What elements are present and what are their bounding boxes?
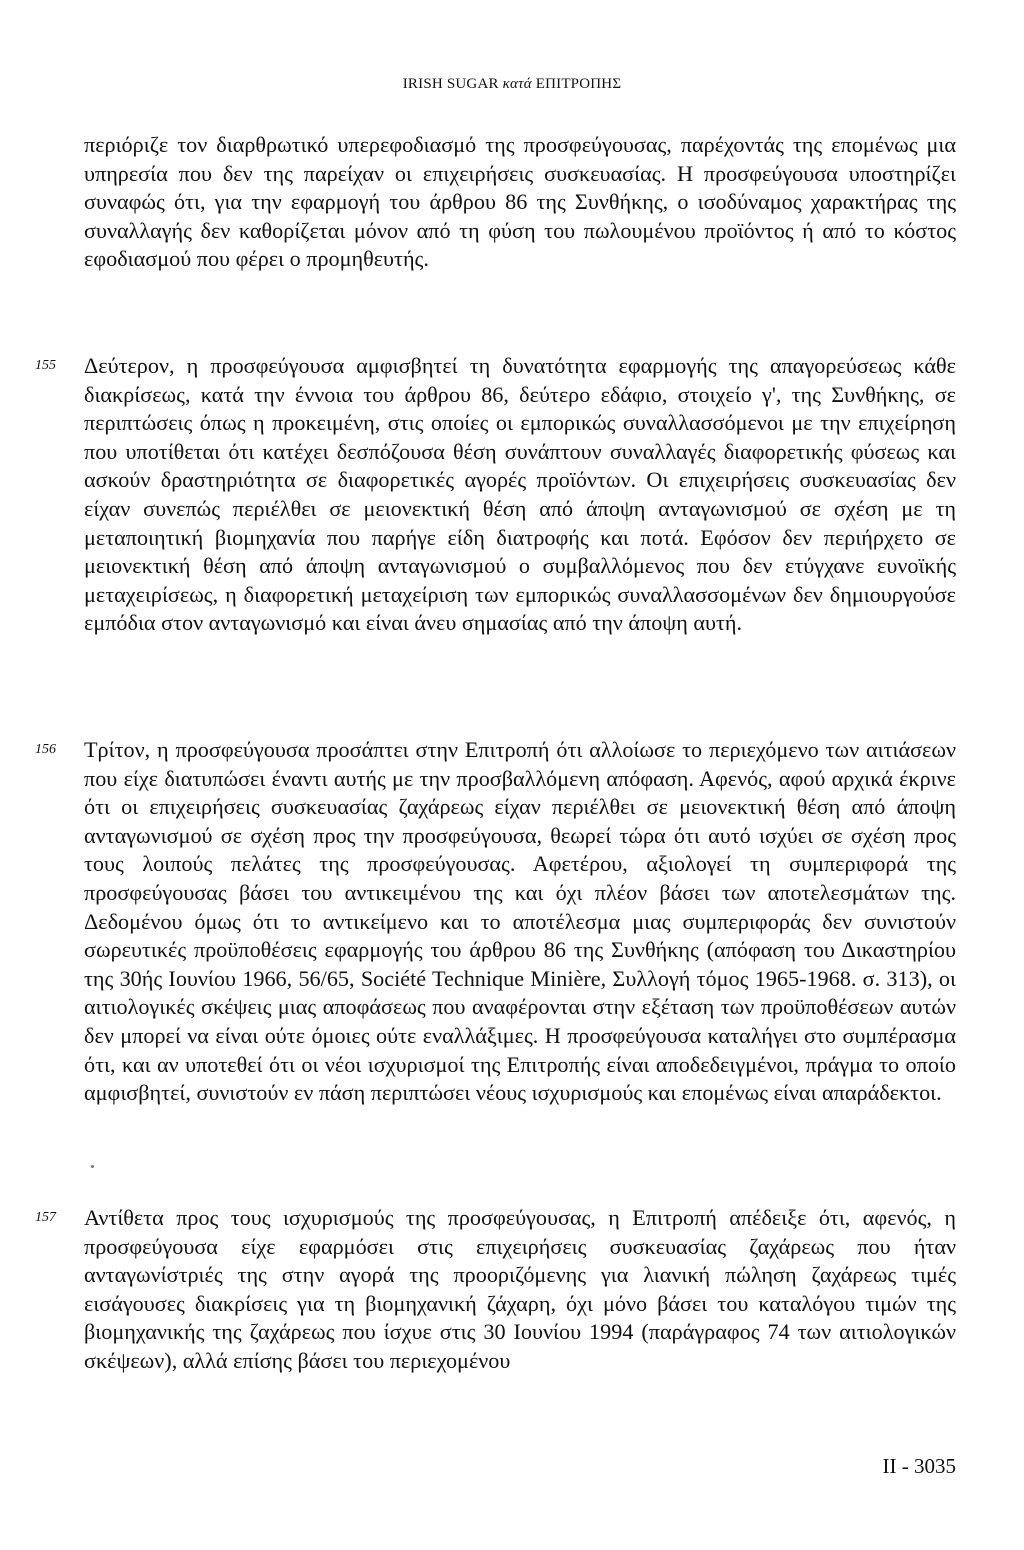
page-number: II - 3035 xyxy=(882,1454,956,1478)
paragraph-continuation xyxy=(84,131,956,274)
paragraph-text: περιόριζε τον διαρθρωτικό υπερεφοδιασμό της προσφεύγουσας, παρέχοντάς της επομένως μια υπηρεσία που δεν της παρείχαν οι επιχειρήσεις συσκευασίας. Η προσφεύγουσα υποστηρίζει συναφώς ότι, για την εφαρμογή του άρθρου 86 της Συνθήκης, ο ισοδύναμος χαρακτήρας της συναλλαγής δεν καθορίζεται μόνον από τη φύση του πωλουμένου προϊόντος ή από το κόστος εφοδιασμού που φέρει ο προμηθευτής. xyxy=(84,132,956,272)
paragraph-number-155: 155 xyxy=(35,358,56,373)
header-versus: κατά xyxy=(502,76,532,92)
header-party: ΕΠΙΤΡΟΠΗΣ xyxy=(535,76,622,92)
paragraph-text: Δεύτερον, η προσφεύγουσα αμφισβητεί τη δυνατότητα εφαρμογής της απαγορεύσεως κάθε διακρίσεως, κατά την έννοια του άρθρου 86, δεύτερο εδάφιο, στοιχείο γ', της Συνθήκης, σε περιπτώσεις όπως η προκειμένη, στις οποίες οι εμπορικώς συναλλασσόμενοι με την επιχείρηση που υποτίθεται ότι κατέχει δεσπόζουσα θέση συνάπτουν συναλλαγές διαφορετικής φύσεως και ασκούν δραστηριότητα σε διαφορετικές αγορές προϊόντων. Οι επιχειρήσεις συσκευασίας δεν είχαν συνεπώς περιέλθει σε μειονεκτική θέση από άποψη ανταγωνισμού σε σχέση με τη μεταποιητική βιομηχανία που παρήγε είδη διατροφής και ποτά. Εφόσον δεν περιήρχετο σε μειονεκτική θέση από άποψη ανταγωνισμού ο συμβαλλόμενος που δεν ετύγχανε ευνοϊκής μεταχειρίσεως, η διαφορετική μεταχείριση των εμπορικώς συναλλασσομένων δεν δημιουργούσε εμπόδια στον ανταγωνισμό και είναι άνευ σημασίας από την άποψη αυτή. xyxy=(84,353,956,636)
paragraph-text: Τρίτον, η προσφεύγουσα προσάπτει στην Επιτροπή ότι αλλοίωσε το περιεχόμενο των αιτιάσεων που είχε διατυπώσει έναντι αυτής με την προσβαλλόμενη απόφαση. Αφενός, αφού αρχικά έκρινε ότι οι επιχειρήσεις συσκευασίας ζαχάρεως είχαν περιέλθει σε μειονεκτική θέση από άποψη ανταγωνισμού σε σχέση προς την προσφεύγουσα, θεωρεί τώρα ότι αυτό ισχύει σε σχέση προς τους λοιπούς πελάτες της προσφεύγουσας. Αφετέρου, αξιολογεί τη συμπεριφορά της προσφεύγουσας βάσει του αντικειμένου της και όχι πλέον βάσει των αποτελεσμάτων της. Δεδομένου όμως ότι το αντικείμενο και το αποτέλεσμα μιας συμπεριφοράς δεν συνιστούν σωρευτικές προϋποθέσεις εφαρμογής του άρθρου 86 της Συνθήκης (απόφαση του Δικαστηρίου της 30ής Ιουνίου 1966, 56/65, Société Technique Minière, Συλλογή τόμος 1965-1968. σ. 313), οι αιτιολογικές σκέψεις μιας αποφάσεως που αναφέρονται στην εξέταση των προϋποθέσεων αυτών δεν μπορεί να είναι ούτε όμοιες ούτε εναλλάξιμες. Η προσφεύγουσα καταλήγει στο συμπέρασμα ότι, και αν υποτεθεί ότι οι νέοι ισχυρισμοί της Επιτροπής είναι αποδεδειγμένοι, πράγμα το οποίο αμφισβητεί, συνιστούν εν πάση περιπτώσει νέους ισχυρισμούς και επομένως είναι απαράδεκτοι. xyxy=(84,737,956,1106)
header-case-name: IRISH SUGAR xyxy=(402,76,499,92)
stray-dot xyxy=(91,1165,94,1168)
paragraph-157 xyxy=(84,1204,956,1376)
paragraph-156 xyxy=(84,736,956,1108)
paragraph-text: Αντίθετα προς τους ισχυρισμούς της προσφεύγουσας, η Επιτροπή απέδειξε ότι, αφενός, η προσφεύγουσα είχε εφαρμόσει στις επιχειρήσεις συσκευασίας ζαχάρεως που ήταν ανταγωνίστριές της στην αγορά της προοριζόμενης για λιανική πώληση ζαχάρεως τιμές εισάγουσες διακρίσεις για τη βιομηχανική ζάχαρη, όχι μόνο βάσει του καταλόγου τιμών της βιομηχανικής της ζαχάρεως που ίσχυε στις 30 Ιουνίου 1994 (παράγραφος 74 των αιτιολογικών σκέψεων), αλλά επίσης βάσει του περιεχομένου xyxy=(84,1205,956,1373)
paragraph-number-156: 156 xyxy=(35,742,56,757)
paragraph-155 xyxy=(84,352,956,638)
running-header xyxy=(0,76,1024,93)
paragraph-number-157: 157 xyxy=(35,1210,56,1225)
